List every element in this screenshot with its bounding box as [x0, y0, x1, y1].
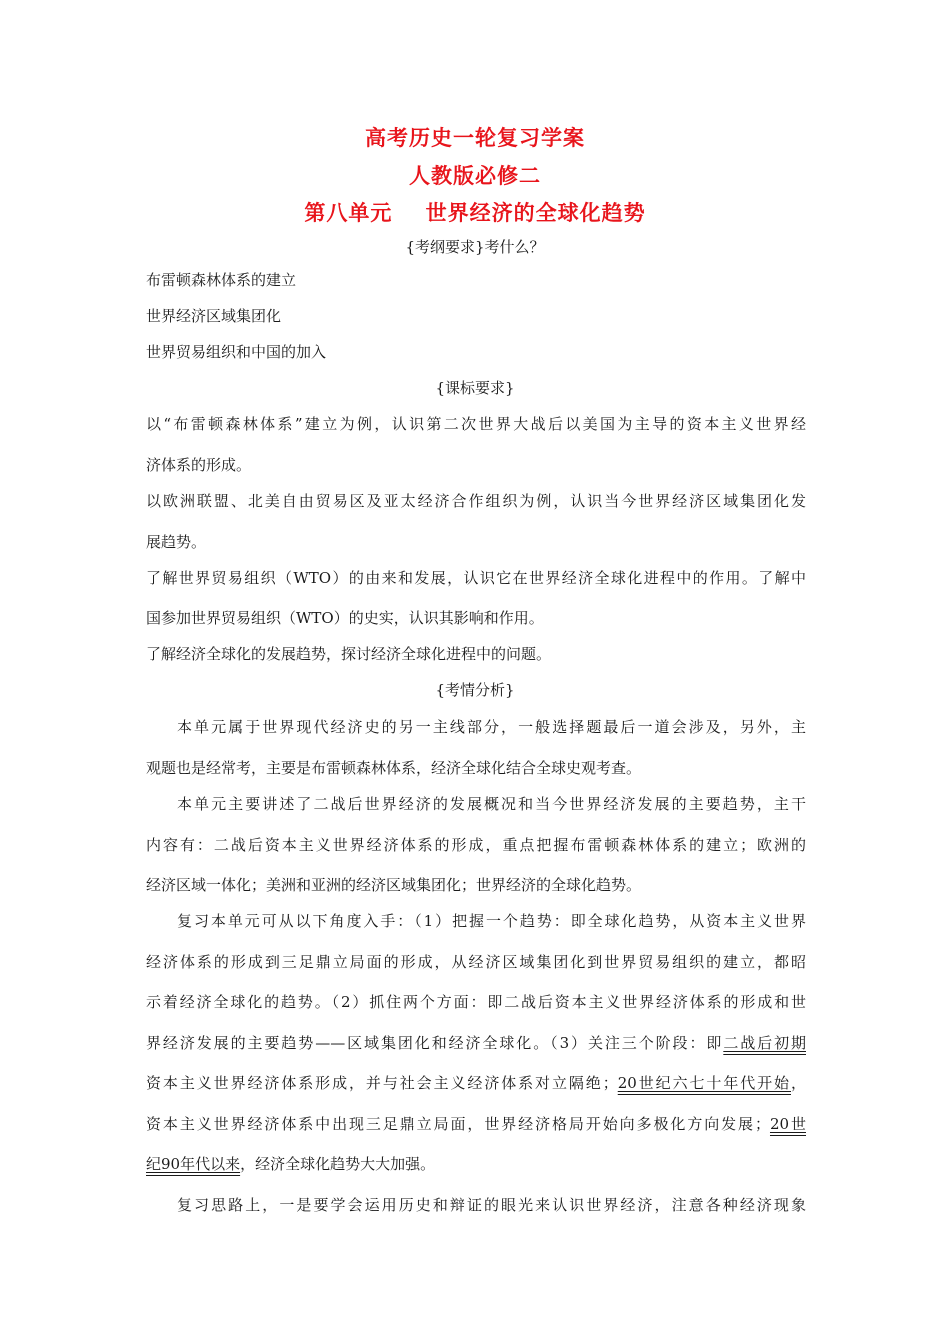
analysis-para3-line: 示着经济全球化的趋势。（2）抓住两个方面：即二战后资本主义世界经济体系的形成和世	[146, 993, 806, 1011]
outline-item: 布雷顿森林体系的建立	[146, 271, 297, 289]
analysis-para2-line: 内容有：二战后资本主义世界经济体系的形成，重点把握布雷顿森林体系的建立；欧洲的	[146, 836, 806, 854]
analysis-para3-line	[146, 1113, 806, 1134]
analysis-para3-line	[146, 1153, 435, 1174]
doc-subtitle: 人教版必修二	[409, 164, 541, 188]
curriculum-line: 展趋势。	[146, 533, 207, 551]
exam-outline-heading: {考纲要求}考什么？	[405, 238, 545, 256]
analysis-para4-line: 复习思路上，一是要学会运用历史和辩证的眼光来认识世界经济，注意各种经济现象	[177, 1196, 806, 1214]
text-segment: 资本主义世界经济体系中出现三足鼎立局面，世界经济格局开始向多极化方向发展；	[146, 1115, 770, 1133]
analysis-para1-line: 本单元属于世界现代经济史的另一主线部分，一般选择题最后一道会涉及，另外，主	[177, 718, 806, 736]
curriculum-line: 济体系的形成。	[146, 456, 252, 474]
curriculum-line: 了解世界贸易组织（WTO）的由来和发展，认识它在世界经济全球化进程中的作用。了解中	[146, 569, 806, 587]
analysis-para2-line: 本单元主要讲述了二战后世界经济的发展概况和当今世界经济发展的主要趋势，主干	[177, 795, 806, 813]
analysis-para2-line: 经济区域一体化；美洲和亚洲的经济区域集团化；世界经济的全球化趋势。	[146, 876, 642, 894]
analysis-para1-line: 观题也是经常考，主要是布雷顿森林体系，经济全球化结合全球史观考查。	[146, 759, 642, 777]
underlined-period: 20世纪六七十年代开始	[617, 1074, 791, 1092]
underlined-period: 纪90年代以来	[146, 1155, 241, 1173]
analysis-para3-line	[146, 1072, 806, 1093]
unit-title: 第八单元 世界经济的全球化趋势	[304, 201, 646, 225]
doc-title: 高考历史一轮复习学案	[365, 126, 585, 150]
underlined-period: 二战后初期	[723, 1034, 806, 1052]
curriculum-line: 以“布雷顿森林体系”建立为例，认识第二次世界大战后以美国为主导的资本主义世界经	[146, 415, 806, 433]
analysis-para3-line	[146, 1032, 806, 1053]
outline-item: 世界经济区域集团化	[146, 307, 282, 325]
text-segment: 界经济发展的主要趋势——区域集团化和经济全球化。（3）关注三个阶段：即	[146, 1034, 724, 1052]
curriculum-line: 了解经济全球化的发展趋势，探讨经济全球化进程中的问题。	[146, 645, 552, 663]
text-segment: ，经济全球化趋势大大加强。	[240, 1155, 436, 1173]
analysis-para3-line: 复习本单元可从以下角度入手：（1）把握一个趋势：即全球化趋势，从资本主义世界	[177, 912, 806, 930]
text-segment: ，	[790, 1074, 806, 1092]
curriculum-heading: {课标要求}	[435, 379, 515, 397]
text-segment: 资本主义世界经济体系形成，并与社会主义经济体系对立隔绝；	[146, 1074, 618, 1092]
analysis-heading: {考情分析}	[435, 681, 515, 699]
underlined-period: 20世	[769, 1115, 806, 1133]
curriculum-line: 以欧洲联盟、北美自由贸易区及亚太经济合作组织为例，认识当今世界经济区域集团化发	[146, 492, 806, 510]
outline-item: 世界贸易组织和中国的加入	[146, 343, 327, 361]
curriculum-line: 国参加世界贸易组织（WTO）的史实，认识其影响和作用。	[146, 609, 544, 627]
analysis-para3-line: 经济体系的形成到三足鼎立局面的形成，从经济区域集团化到世界贸易组织的建立，都昭	[146, 953, 806, 971]
